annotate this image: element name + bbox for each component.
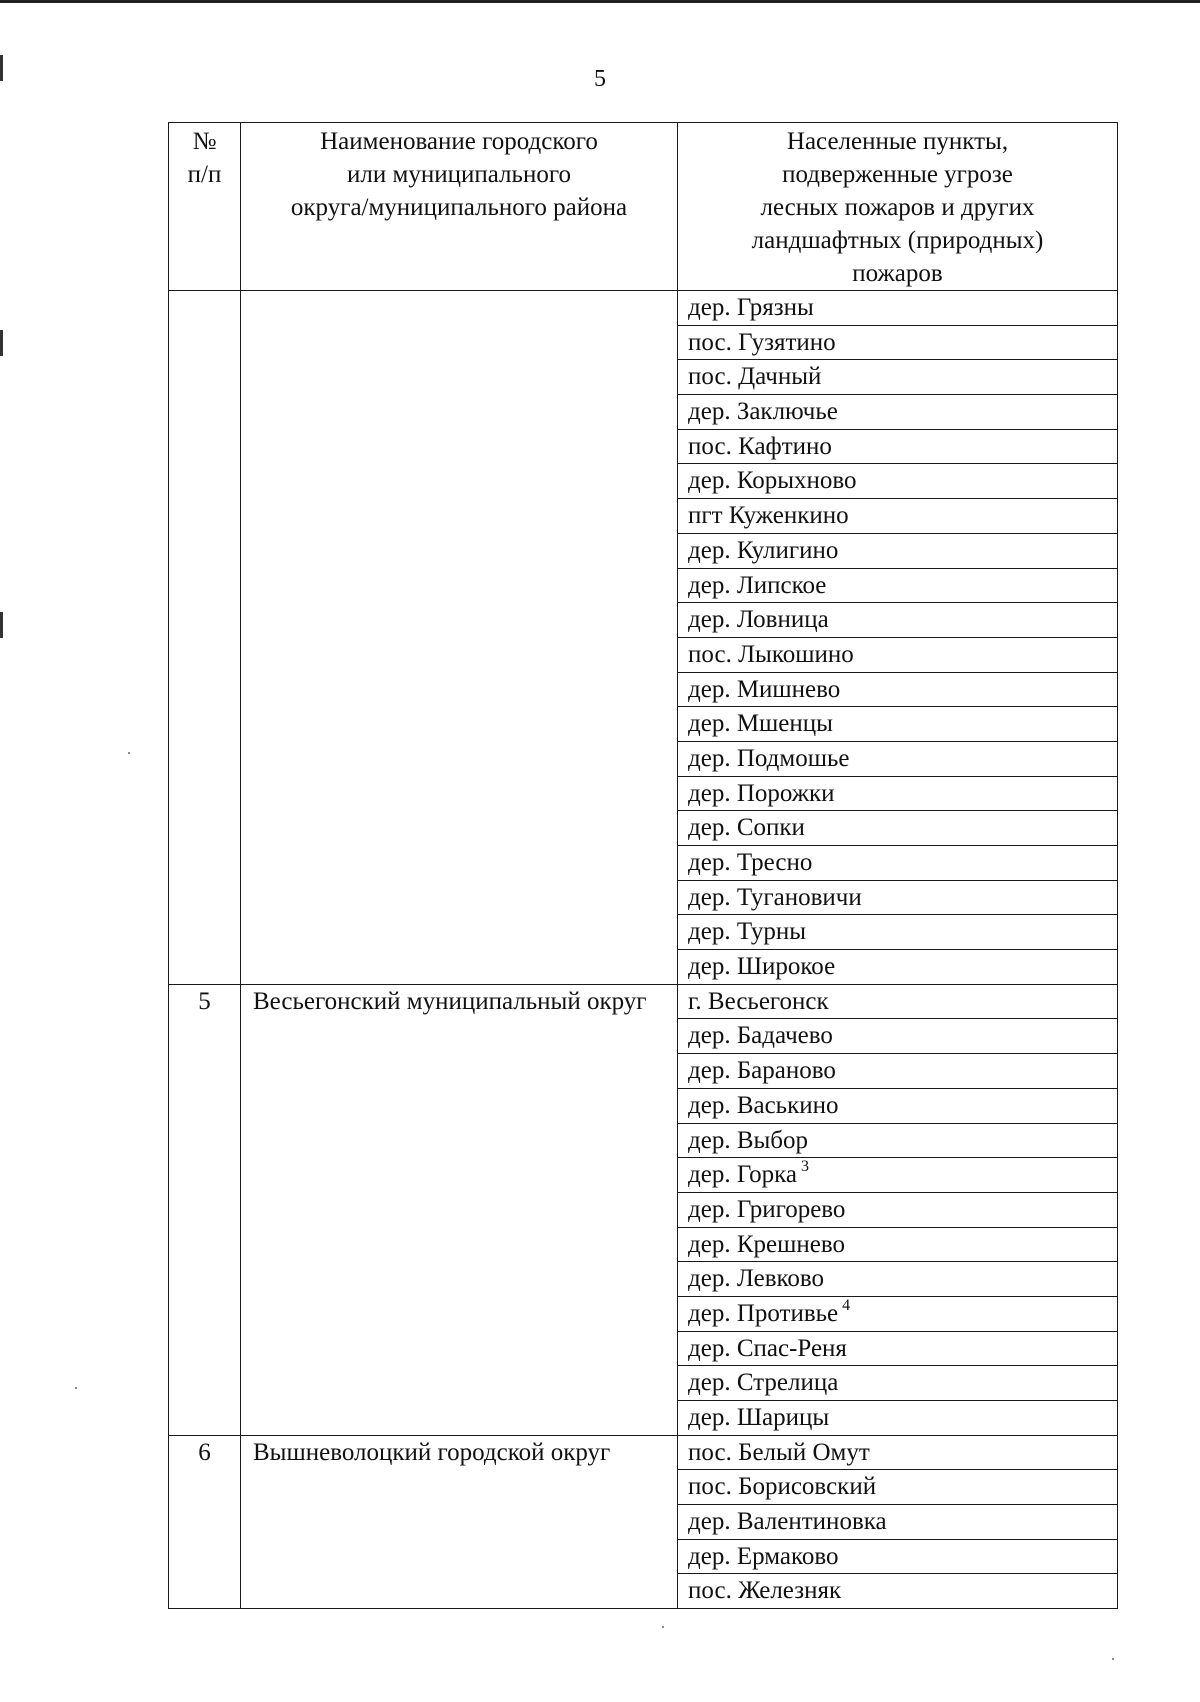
settlement-name: дер. Тугановичи bbox=[688, 883, 862, 911]
settlement-name: дер. Спас-Реня bbox=[688, 1334, 847, 1362]
settlement-name: дер. Левково bbox=[688, 1265, 825, 1293]
settlement-cell bbox=[678, 464, 1118, 499]
header-line: Наименование городского bbox=[320, 128, 598, 155]
settlement-name: пос. Железняк bbox=[688, 1577, 842, 1605]
settlement-name: дер. Бараново bbox=[688, 1057, 836, 1085]
settlement-name: дер. Ермаково bbox=[688, 1542, 839, 1570]
table-row bbox=[169, 291, 1118, 326]
settlement-cell bbox=[678, 846, 1118, 881]
header-line: п/п bbox=[187, 161, 222, 188]
settlement-cell bbox=[678, 707, 1118, 742]
settlement-name: дер. Противье bbox=[688, 1299, 839, 1327]
header-line: или муниципального bbox=[347, 161, 571, 188]
header-line: ландшафтных (природных) bbox=[751, 227, 1044, 254]
settlement-cell bbox=[678, 1227, 1118, 1262]
row-number: 6 bbox=[169, 1435, 241, 1608]
settlement-cell bbox=[678, 1262, 1118, 1297]
settlement-name: пос. Гузятино bbox=[688, 328, 836, 356]
settlement-name: пос. Кафтино bbox=[688, 432, 832, 460]
settlement-cell bbox=[678, 915, 1118, 950]
settlement-name: дер. Васькино bbox=[688, 1091, 839, 1119]
settlement-cell bbox=[678, 1331, 1118, 1366]
settlement-name: дер. Шарицы bbox=[688, 1404, 830, 1431]
settlement-cell bbox=[678, 950, 1118, 985]
settlement-name: дер. Порожки bbox=[688, 779, 835, 807]
settlement-cell bbox=[678, 1296, 1118, 1331]
settlement-cell bbox=[678, 1019, 1118, 1054]
settlement-name: дер. Грязны bbox=[688, 294, 814, 321]
settlement-name: дер. Бадачево bbox=[688, 1022, 833, 1050]
settlement-cell bbox=[678, 1505, 1118, 1540]
header-settlements bbox=[678, 123, 1118, 291]
settlement-cell bbox=[678, 603, 1118, 638]
settlement-cell bbox=[678, 741, 1118, 776]
page-top-border bbox=[0, 0, 1200, 3]
settlement-name: пос. Лыкошино bbox=[688, 640, 854, 668]
settlement-cell bbox=[678, 499, 1118, 534]
settlement-cell bbox=[678, 1366, 1118, 1401]
settlement-name: дер. Сопки bbox=[688, 814, 805, 842]
row-number bbox=[169, 291, 241, 985]
footnote-marker: 3 bbox=[800, 1157, 809, 1175]
settlement-cell bbox=[678, 1539, 1118, 1574]
settlement-cell bbox=[678, 325, 1118, 360]
settlement-cell bbox=[678, 360, 1118, 395]
settlement-cell bbox=[678, 1088, 1118, 1123]
settlement-name: дер. Мшенцы bbox=[688, 710, 833, 738]
row-number: 5 bbox=[169, 984, 241, 1435]
settlement-cell bbox=[678, 533, 1118, 568]
settlement-cell bbox=[678, 637, 1118, 672]
settlement-cell bbox=[678, 429, 1118, 464]
settlement-cell bbox=[678, 1054, 1118, 1089]
settlement-cell bbox=[678, 1192, 1118, 1227]
settlement-name: дер. Мишнево bbox=[688, 675, 841, 703]
settlement-cell bbox=[678, 880, 1118, 915]
scan-speck bbox=[662, 1626, 664, 1628]
settlement-name: дер. Турны bbox=[688, 918, 807, 946]
table-row bbox=[169, 984, 1118, 1019]
scan-speck bbox=[128, 752, 130, 754]
header-num bbox=[169, 123, 241, 291]
settlement-name: дер. Выбор bbox=[688, 1126, 809, 1154]
table-body bbox=[169, 291, 1118, 1609]
header-line: округа/муниципального района bbox=[290, 194, 628, 221]
settlement-name: г. Весьегонск bbox=[688, 987, 829, 1015]
header-line: № bbox=[192, 128, 217, 155]
settlement-name: дер. Кулигино bbox=[688, 536, 839, 564]
settlement-cell bbox=[678, 568, 1118, 603]
settlement-name: дер. Стрелица bbox=[688, 1369, 839, 1397]
footnote-marker: 4 bbox=[842, 1296, 851, 1314]
settlement-cell bbox=[678, 672, 1118, 707]
settlement-name: пос. Дачный bbox=[688, 363, 822, 391]
settlement-name: дер. Тресно bbox=[688, 849, 813, 876]
settlement-name: дер. Григорево bbox=[688, 1195, 846, 1223]
settlement-name: дер. Горка bbox=[688, 1161, 797, 1189]
settlement-name: дер. Валентиновка bbox=[688, 1508, 887, 1536]
settlement-name: дер. Заключье bbox=[688, 398, 838, 426]
settlement-cell bbox=[678, 1401, 1118, 1436]
settlement-cell bbox=[678, 776, 1118, 811]
settlement-name: пос. Белый Омут bbox=[688, 1438, 870, 1466]
settlement-name: дер. Широкое bbox=[688, 953, 836, 981]
settlement-name: дер. Ловница bbox=[688, 606, 829, 634]
settlement-cell bbox=[678, 811, 1118, 846]
settlements-table bbox=[168, 122, 1118, 1609]
header-line: Населенные пункты, bbox=[786, 128, 1009, 155]
settlement-name: дер. Подмошье bbox=[688, 744, 850, 772]
district-name bbox=[241, 291, 678, 985]
header-line: подверженные угрозе bbox=[782, 161, 1013, 188]
settlement-name: пос. Борисовский bbox=[688, 1473, 877, 1501]
page-number: 5 bbox=[594, 66, 606, 92]
scan-speck bbox=[75, 1387, 77, 1389]
settlement-cell bbox=[678, 984, 1118, 1019]
header-line: лесных пожаров и других bbox=[760, 194, 1035, 221]
settlement-cell bbox=[678, 1123, 1118, 1158]
settlement-cell bbox=[678, 1574, 1118, 1609]
settlement-cell bbox=[678, 1435, 1118, 1470]
table-row bbox=[169, 1435, 1118, 1470]
settlement-name: дер. Крешнево bbox=[688, 1230, 845, 1258]
settlement-cell bbox=[678, 1158, 1118, 1193]
settlement-cell bbox=[678, 1470, 1118, 1505]
settlement-name: пгт Куженкино bbox=[688, 502, 849, 530]
header-line: пожаров bbox=[852, 260, 943, 287]
district-name: Весьегонский муниципальный округ bbox=[241, 984, 678, 1435]
settlement-cell bbox=[678, 395, 1118, 430]
settlement-cell bbox=[678, 291, 1118, 326]
settlement-name: дер. Корыхново bbox=[688, 467, 857, 495]
settlement-name: дер. Липское bbox=[688, 571, 827, 599]
scan-speck bbox=[1112, 1658, 1114, 1660]
district-name: Вышневолоцкий городской округ bbox=[241, 1435, 678, 1608]
scan-edge-mark bbox=[0, 330, 3, 356]
scan-edge-mark bbox=[0, 612, 3, 638]
table-header-row bbox=[169, 123, 1118, 291]
header-name bbox=[241, 123, 678, 291]
